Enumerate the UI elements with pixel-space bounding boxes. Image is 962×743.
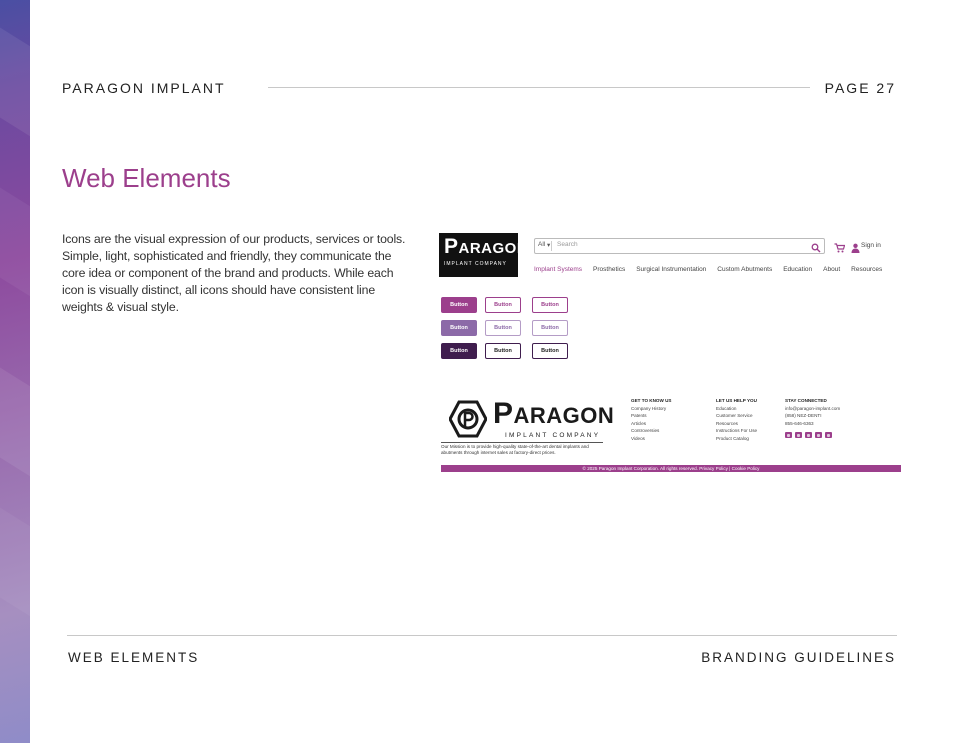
header-divider [268,87,810,88]
nav-resources[interactable]: Resources [851,266,883,273]
nav-prosthetics[interactable]: Prosthetics [593,266,626,273]
footer-phone[interactable]: 855-646-6363 [785,420,814,426]
secondary-button-default[interactable]: Button [485,297,521,313]
main-nav [534,266,893,273]
search-scope-select[interactable]: All [538,241,546,248]
primary-button-hover[interactable]: Button [441,320,477,336]
footer-phone[interactable]: (858) NEZ-DENTI [785,413,822,419]
footer-link[interactable]: Resources [716,420,738,426]
tertiary-button-default[interactable]: Button [532,297,568,313]
footer-link[interactable]: Education [716,406,737,411]
search-bar[interactable]: All ▾ Search [534,238,825,254]
nav-about[interactable]: About [823,266,841,273]
primary-button-default[interactable]: Button [441,297,477,313]
secondary-button-hover[interactable]: Button [485,320,521,336]
footer-link[interactable]: Controversies [631,428,660,434]
body-paragraph: Icons are the visual expression of our products, services or tools. Simple, light, sophisticated and friendly, they communicate the core idea or component of the brand and products. While each icon is visually distinct, all icons should have consistent line weights & visual style. [62,232,406,314]
user-icon[interactable] [851,240,860,258]
email-icon[interactable] [825,432,832,438]
secondary-button-active[interactable]: Button [485,343,521,359]
nav-surgical-instrumentation[interactable]: Surgical Instrumentation [636,266,707,273]
footer-logo[interactable]: PARAGON IMPLANT COMPANY [449,395,609,441]
footer-email[interactable]: info@paragon-implant.com [785,406,841,411]
sign-in-link[interactable]: Sign in [861,242,881,249]
search-icon[interactable] [811,240,821,258]
nav-custom-abutments[interactable]: Custom Abutments [717,266,773,273]
footer-link[interactable]: Patents [631,413,647,419]
site-footer-mockup [441,391,901,473]
footer-col-get-to-know-us: GET TO KNOW US Company History Patents Articles Controversies Videos [631,398,672,441]
search-input[interactable]: Search [557,241,578,248]
footer-divider [67,635,897,636]
primary-button-active[interactable]: Button [441,343,477,359]
instagram-icon[interactable] [805,432,812,438]
footer-col-stay-connected: STAY CONNECTED info@paragon-implant.com (858) NEZ-DENTI 855-646-6363 [785,398,840,438]
pinterest-icon[interactable] [815,432,822,438]
footer-section-label: WEB ELEMENTS [68,650,200,665]
tertiary-button-active[interactable]: Button [532,343,568,359]
footer-col-let-us-help-you: LET US HELP YOU Education Customer Service Resources Instructions For Use Product Catalog [716,398,758,441]
footer-copyright-bar: © 2025 Paragon Implant Corporation. All rights reserved. Privacy Policy | Cookie Policy [441,465,901,472]
page-title: Web Elements [62,163,231,193]
youtube-icon[interactable] [785,432,792,438]
nav-implant-systems[interactable]: Implant Systems [534,266,583,273]
facebook-icon[interactable] [795,432,802,438]
footer-mission-text: Our Mission is to provide high-quality state-of-the-art dental implants and abutments through internet sales at factory-direct prices. [441,444,589,455]
footer-link[interactable]: Product Catalog [716,435,749,441]
decorative-side-band [0,0,30,743]
footer-doc-label: BRANDING GUIDELINES [701,650,896,665]
cart-icon[interactable] [834,240,845,258]
social-icons [785,432,840,438]
tertiary-button-hover[interactable]: Button [532,320,568,336]
footer-link[interactable]: Videos [631,435,645,441]
nav-education[interactable]: Education [783,266,813,273]
website-mockup [439,233,901,473]
page-number: PAGE 27 [824,80,896,96]
footer-link[interactable]: Instructions For Use [716,428,758,434]
site-logo[interactable]: PARAGON IMPLANT COMPANY [439,233,518,277]
header-brand: PARAGON IMPLANT [62,80,226,96]
footer-link[interactable]: Company History [631,406,667,411]
paragon-hex-logo-icon [449,400,487,438]
footer-link[interactable]: Articles [631,420,647,426]
footer-link[interactable]: Customer Service [716,413,753,419]
